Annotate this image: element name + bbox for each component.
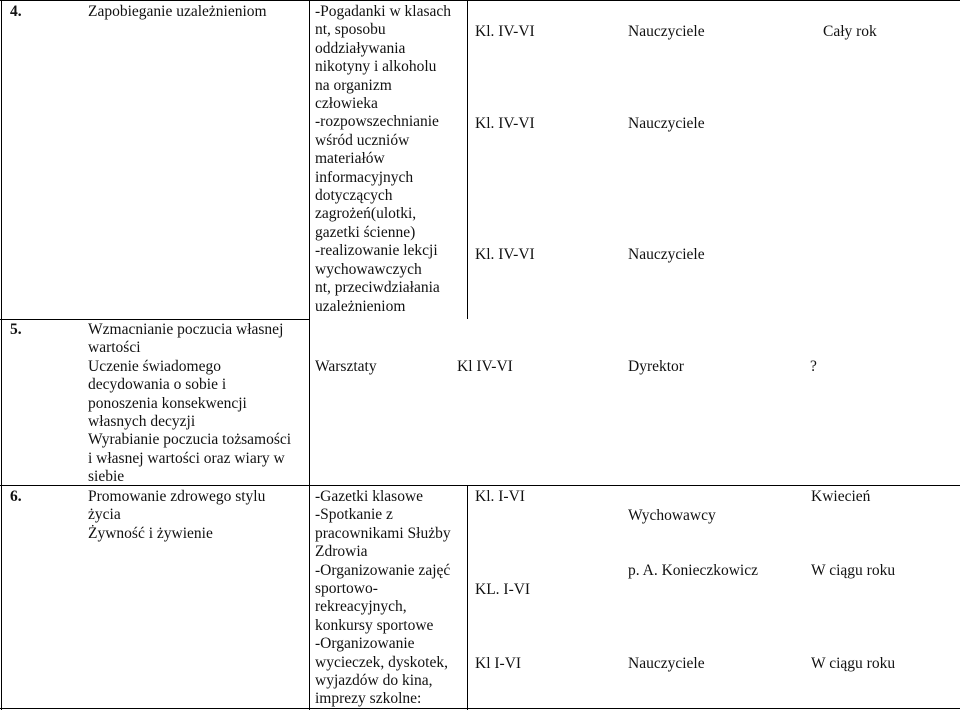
row-class: Kl. IV-VI: [475, 23, 535, 40]
row-number: 6.: [10, 488, 22, 505]
row-responsible: Wychowawcy: [628, 507, 716, 524]
table-divider-topic: [309, 0, 310, 710]
row-responsible: p. A. Konieczkowicz: [628, 562, 758, 579]
row-class: Kl. IV-VI: [475, 115, 535, 132]
row-responsible: Nauczyciele: [628, 23, 705, 40]
row-class: Kl. I-VI: [475, 488, 525, 505]
table-border-left: [1, 0, 2, 710]
row-methods: -Pogadanki w klasach nt, sposobu oddziaływania nikotyny i alkoholu na organizm człowieka -rozpowszechnianie wśród uczniów materiałów informacyjnych dotyczących zagrożeń(ulotki, gazetki ścienne) -realizowanie lekcji wychowawczych nt, przeciwdziałania uzależnieniom: [315, 3, 452, 315]
row-responsible: Nauczyciele: [628, 115, 705, 132]
table-divider-methods-lower: [467, 485, 468, 710]
row-responsible: Dyrektor: [628, 358, 684, 375]
row-methods: Warsztaty: [315, 358, 377, 375]
row-term: W ciągu roku: [811, 562, 896, 579]
row-topic: Promowanie zdrowego stylu życia Żywność i żywienie: [88, 488, 266, 542]
row-topic: Wzmacnianie poczucia własnej wartości Uczenie świadomego decydowania o sobie i ponoszenia konsekwencji własnych decyzji Wyrabianie poczucia tożsamości i własnej wartości oraz wiary w siebie: [88, 321, 292, 486]
row-topic: Zapobieganie uzależnieniom: [88, 3, 267, 20]
table-border-bottom: [0, 708, 960, 709]
table-divider-methods: [467, 0, 468, 319]
row-term: Kwiecień: [811, 488, 871, 505]
row-number: 5.: [10, 321, 22, 338]
row-term: W ciągu roku: [811, 655, 896, 672]
row-term: Cały rok: [823, 23, 877, 40]
row-term: ?: [810, 358, 817, 375]
row-responsible: Nauczyciele: [628, 655, 705, 672]
table-border-top: [0, 0, 960, 1]
row-class: Kl. IV-VI: [475, 246, 535, 263]
row-class: Kl I-VI: [475, 655, 522, 672]
row-class: KL. I-VI: [475, 581, 531, 598]
row-class: Kl IV-VI: [457, 358, 513, 375]
row-methods: -Gazetki klasowe -Spotkanie z pracownikami Służby Zdrowia -Organizowanie zajęć sportowo- rekreacyjnych, konkursy sportowe -Organizowanie wycieczek, dyskotek, wyjazdów do kina, imprezy szkolne:: [315, 488, 451, 708]
row-number: 4.: [10, 3, 22, 20]
row-responsible: Nauczyciele: [628, 246, 705, 263]
row-divider-4: [0, 319, 310, 320]
